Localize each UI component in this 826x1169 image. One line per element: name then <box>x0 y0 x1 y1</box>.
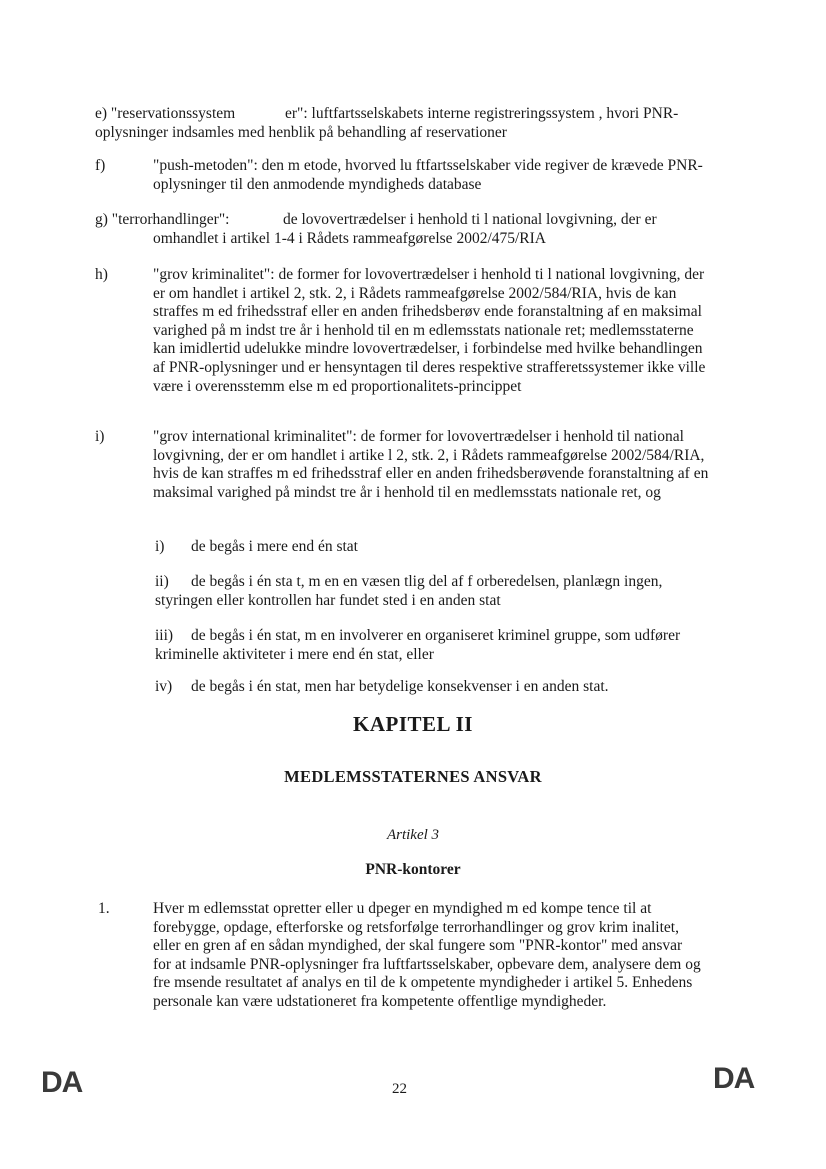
language-code-left: DA <box>41 1066 83 1099</box>
page-number: 22 <box>392 1081 407 1097</box>
subitem-text: de begås i én stat, men har betydelige konsekvenser i en anden stat. <box>191 678 609 695</box>
definition-text: er": luftfartsselskabets interne registreringssystem , hvori PNR-oplysninger indsamles med henblik på behandling af reservationer <box>95 105 679 141</box>
subitem-text: de begås i mere end én stat <box>191 538 358 555</box>
subitem-text: de begås i én sta t, m en en væsen tlig del af f orberedelsen, planlægn ingen, styringen eller kontrollen har fundet sted i en anden stat <box>155 573 663 609</box>
definition-h <box>95 266 715 416</box>
definition-label: e) "reservationssystem <box>95 105 236 122</box>
definition-text: de lovovertrædelser i henhold ti l national lovgivning, der er omhandlet i artikel 1-4 i Rådets rammeafgørelse 2002/475/RIA <box>153 211 657 247</box>
subitem-text: de begås i én stat, m en involverer en organiseret kriminel gruppe, som udfører kriminelle aktiviteter i mere end én stat, eller <box>155 627 681 663</box>
article-number: Artikel 3 <box>386 827 440 843</box>
definition-text: "push-metoden": den m etode, hvorved lu ftfartsselskaber vide regiver de krævede PNR-oplysninger til den anmodende myndigheds database <box>153 157 703 193</box>
paragraph-text: Hver m edlemsstat opretter eller u dpeger en myndighed m ed kompe tence til at forebygge, opdage, efterforske og retsforfølge terrorhandlinger og grov krim inalitet, eller en gren af en sådan myndighed, der skal fungere som "PNR-kontor" med ansvar for at indsamle PNR-oplysninger fra luftfartsselskaber, opbevare dem, analysere dem og fre msende resultatet af analys en til de k ompetente myndigheder i artikel 5. Enhedens personale kan være udstationeret fra kompetente offentlige myndigheder. <box>153 900 701 1010</box>
definition-label: i) <box>95 428 105 445</box>
chapter-title: MEDLEMSSTATERNES ANSVAR <box>284 767 542 786</box>
definition-label: h) <box>95 266 108 283</box>
definition-label: g) "terrorhandlinger": <box>95 211 230 228</box>
article-paragraph-1 <box>98 900 718 1030</box>
definition-label: f) <box>95 157 106 174</box>
chapter-number: KAPITEL II <box>353 712 473 736</box>
definition-f <box>95 157 715 197</box>
subitem-label: i) <box>155 538 165 555</box>
subitem-label: iv) <box>155 678 173 695</box>
definition-e <box>95 105 715 145</box>
definition-text: "grov kriminalitet": de former for lovovertrædelser i henhold ti l national lovgivning, der er om handlet i artikel 2, stk. 2, i Rådets rammeafgørelse 2002/584/RIA, hvis de kan straffes m ed frihedsstraf eller en anden frihedsberøv ende foranstaltning af en maksimal varighed på m indst tre år i henhold til en m edlemsstats nationale ret; medlemsstaterne kan imidlertid udelukke mindre lovovertrædelser, i forbindelse med hvilke behandlingen af PNR-oplysninger und er hensyntagen til deres respektive strafferetssystemer ikke ville være i overensstemm else m ed proportionalitets-princippet <box>153 266 706 395</box>
subitem-label: ii) <box>155 573 169 590</box>
paragraph-label: 1. <box>98 900 110 917</box>
definition-text: "grov international kriminalitet": de former for lovovertrædelser i henhold til national lovgivning, der er om handlet i artike l 2, stk. 2, i Rådets rammeafgørelse 2002/584/RIA, hvis de kan straffes m ed frihedsstraf eller en anden frihedsberøvende foranstaltning af en maksimal varighed på mindst tre år i henhold til en medlemsstats nationale ret, og <box>153 428 709 501</box>
definition-g <box>95 211 715 251</box>
article-title: PNR-kontorer <box>365 861 461 878</box>
language-code-right: DA <box>713 1062 755 1095</box>
definition-i <box>95 428 715 523</box>
subitem-label: iii) <box>155 627 174 644</box>
